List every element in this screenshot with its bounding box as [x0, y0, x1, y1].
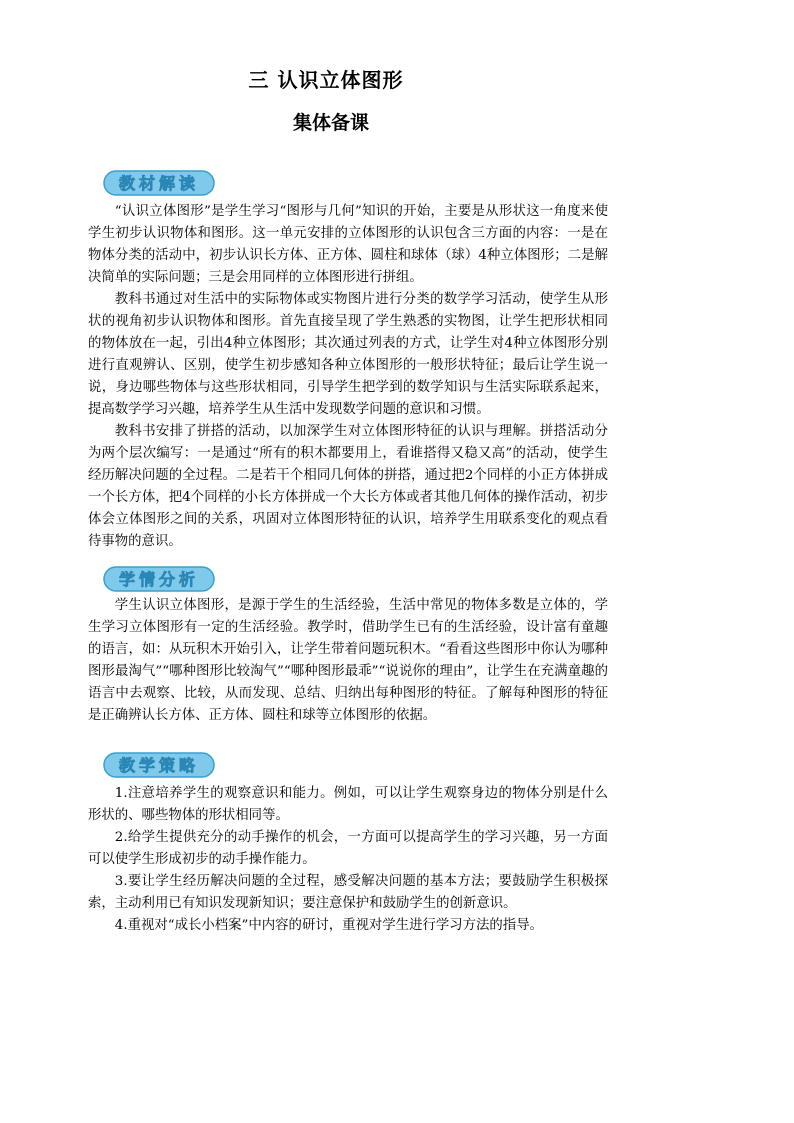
- section-tag-textbook-reading: [103, 168, 215, 198]
- paragraph: 教科书安排了拼搭的活动，以加深学生对立体图形特征的认识与理解。拼搭活动分为两个层次编写：一是通过“所有的积木都要用上，看谁搭得又稳又高”的活动，使学生经历解决问题的全过程。二是若干个相同几何体的拼搭，通过把2个同样的小正方体拼成一个长方体，把4个同样的小长方体拼成一个大长方体或者其他几何体的操作活动，初步体会立体图形之间的关系，巩固对立体图形特征的认识，培养学生用联系变化的观点看待事物的意识。: [88, 424, 608, 549]
- section-tag-student-analysis: [103, 564, 215, 594]
- section-tag-label: 教学策略: [118, 756, 200, 775]
- list-item: 3.要让学生经历解决问题的全过程，感受解决问题的基本方法；要鼓励学生积极探索，主动利用已有知识发现新知识；要注意保护和鼓励学生的创新意识。: [88, 874, 608, 911]
- paragraph: 教科书通过对生活中的实际物体或实物图片进行分类的数学学习活动，使学生从形状的视角初步认识物体和图形。首先直接呈现了学生熟悉的实物图，让学生把形状相同的物体放在一起，引出4种立体图形；其次通过列表的方式，让学生对4种立体图形分别进行直观辨认、区别，使学生初步感知各种立体图形的一般形状特征；最后让学生说一说，身边哪些物体与这些形状相同，引导学生把学到的数学知识与生活实际联系起来，提高数学学习兴趣，培养学生从生活中发现数学问题的意识和习惯。: [88, 292, 608, 417]
- section-body-student-analysis: [88, 595, 608, 727]
- paragraph: 学生认识立体图形，是源于学生的生活经验，生活中常见的物体多数是立体的，学生学习立体图形有一定的生活经验。教学时，借助学生已有的生活经验，设计富有童趣的语言，如：从玩积木开始引入，让学生带着问题玩积木。“看看这些图形中你认为哪种图形最淘气”“哪种图形比较淘气”“哪种图形最乖”“说说你的理由”，让学生在充满童趣的语言中去观察、比较，从而发现、总结、归纳出每种图形的特征。了解每种图形的特征是正确辨认长方体、正方体、圆柱和球等立体图形的依据。: [88, 598, 608, 723]
- page-subtitle: 集体备课: [292, 112, 369, 134]
- list-item: 2.给学生提供充分的动手操作的机会，一方面可以提高学生的学习兴趣，另一方面可以使学生形成初步的动手操作能力。: [88, 830, 608, 867]
- section-body-teaching-strategy: [88, 783, 608, 937]
- list-item: 4.重视对“成长小档案”中内容的研讨，重视对学生进行学习方法的指导。: [114, 918, 543, 933]
- section-tag-teaching-strategy: [103, 750, 215, 780]
- unit-title: 三 认识立体图形: [248, 68, 404, 92]
- list-item: 1.注意培养学生的观察意识和能力。例如，可以让学生观察身边的物体分别是什么形状的、哪些物体的形状相同等。: [88, 786, 608, 823]
- paragraph: “认识立体图形”是学生学习“图形与几何”知识的开始，主要是从形状这一角度来使学生初步认识物体和图形。这一单元安排的立体图形的认识包含三方面的内容：一是在物体分类的活动中，初步认识长方体、正方体、圆柱和球体（球）4种立体图形；二是解决简单的实际问题；三是会用同样的立体图形进行拼组。: [88, 204, 608, 285]
- section-tag-label: 学情分析: [118, 570, 200, 589]
- section-body-textbook-reading: [88, 201, 608, 553]
- section-tag-label: 教材解读: [118, 174, 200, 193]
